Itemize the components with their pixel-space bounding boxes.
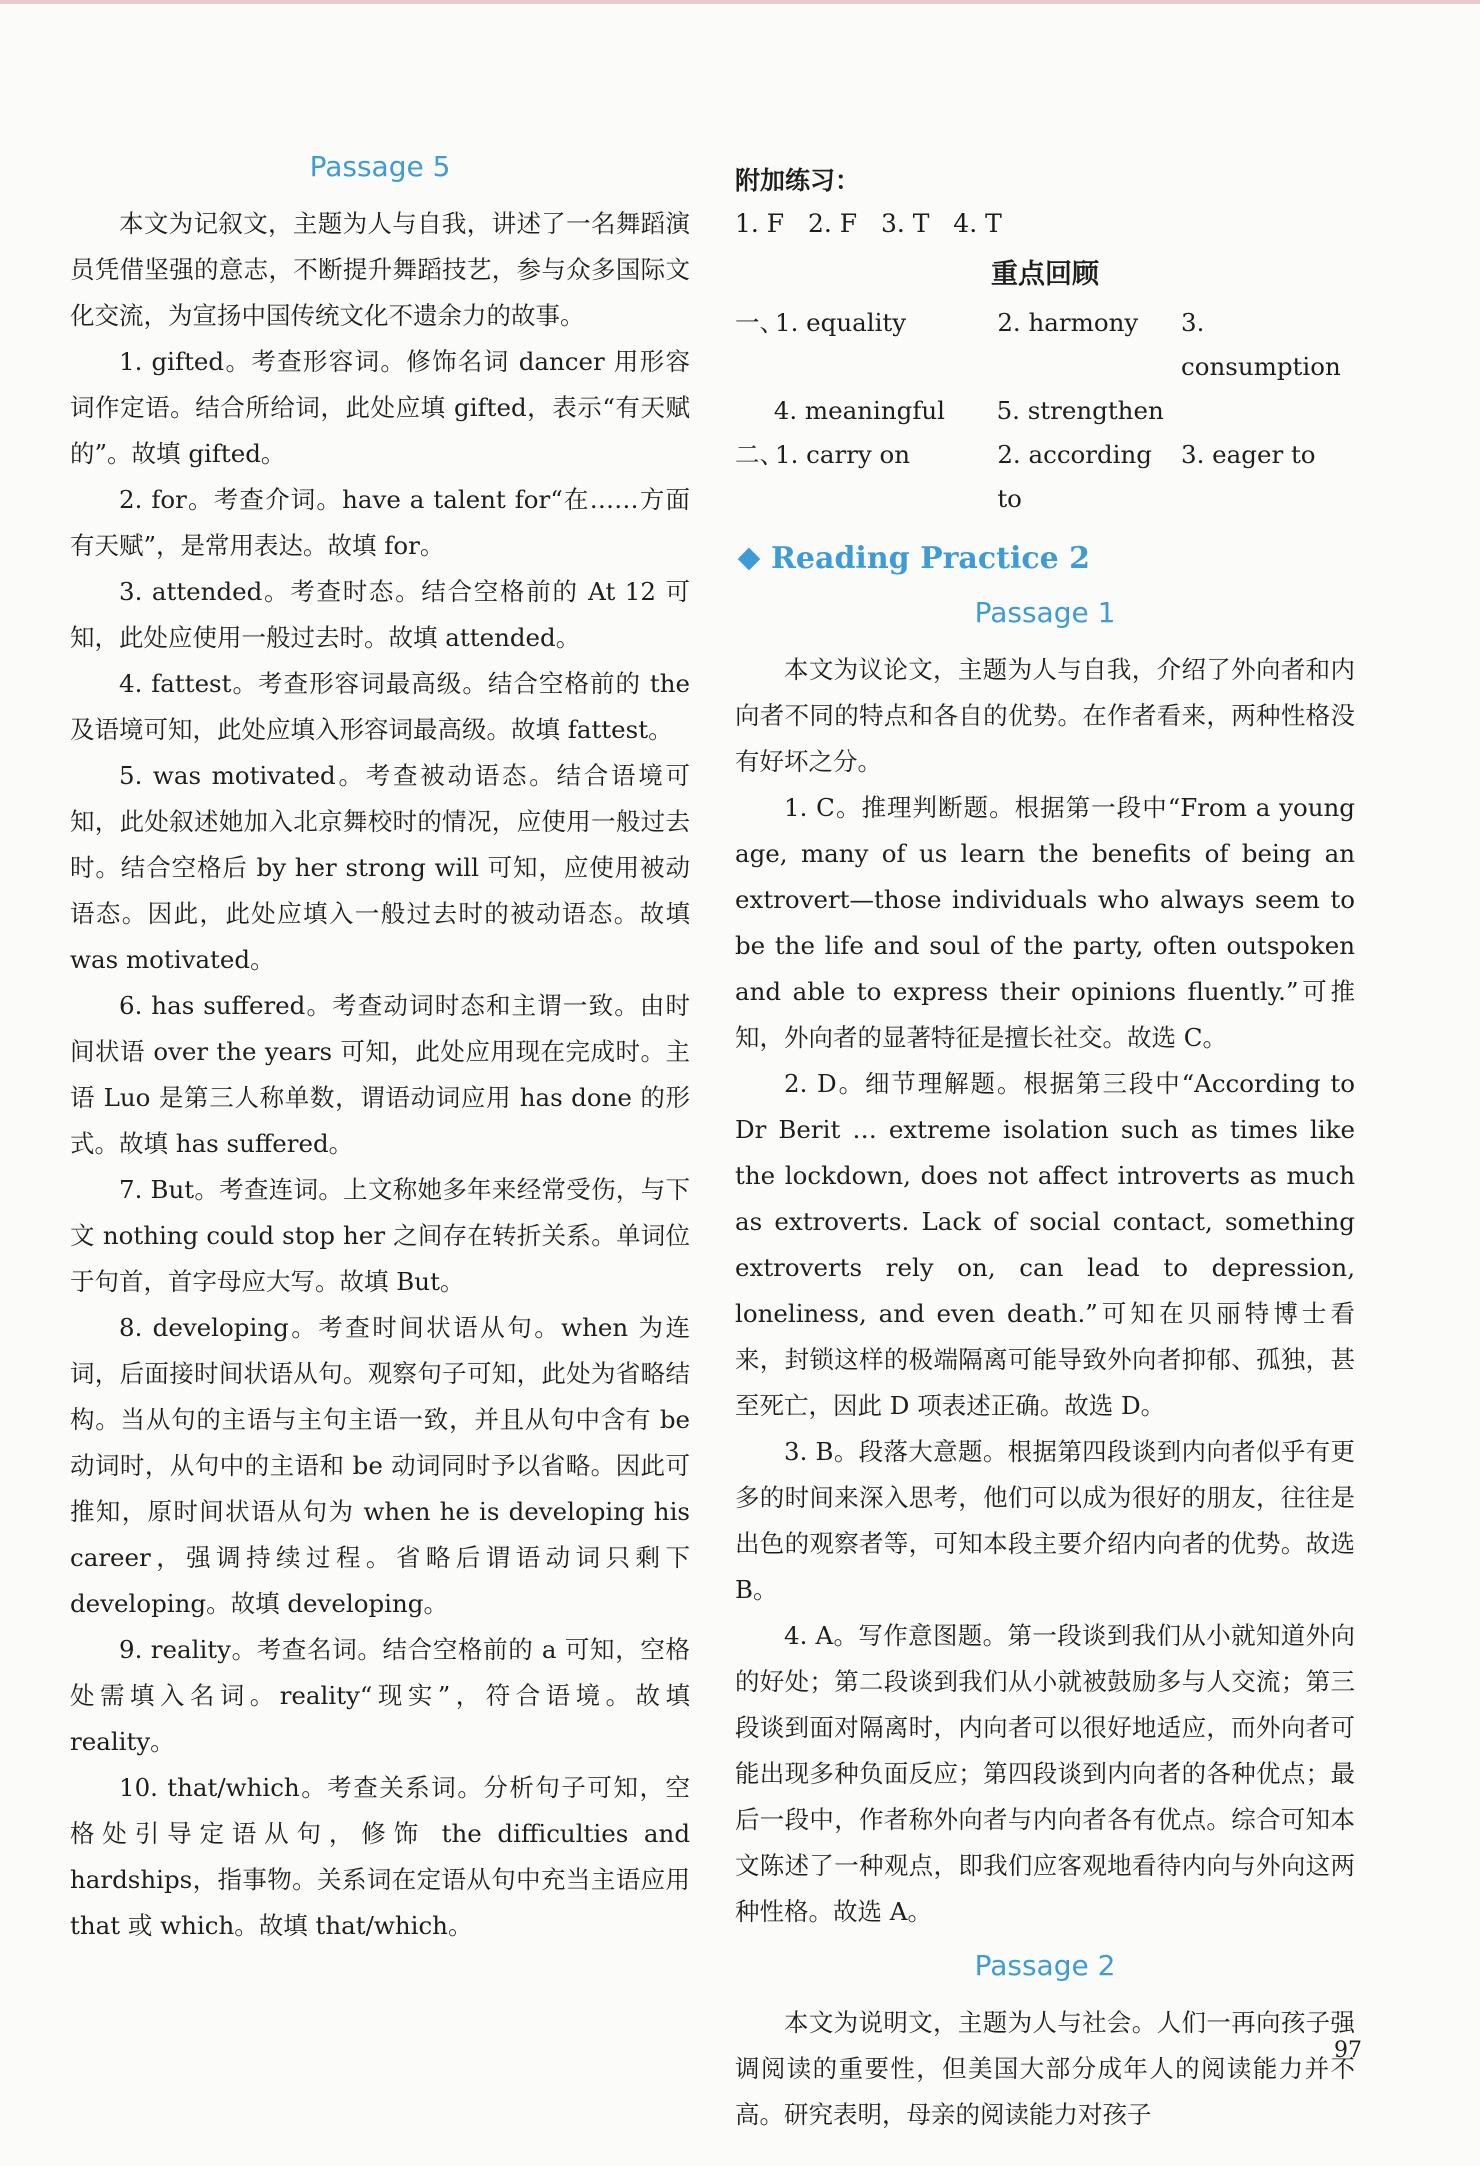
answer-item-1: 1. gifted。考查形容词。修饰名词 dancer 用形容词作定语。结合所给词，此处应填 gifted，表示“有天赋的”。故填 gifted。	[70, 347, 690, 468]
extra-practice-heading: 附加练习：	[735, 166, 861, 195]
reading-practice-title: Reading Practice 2	[771, 541, 1091, 576]
review-answer: 3. eager to	[1181, 440, 1316, 469]
answer-item-9: 9. reality。考查名词。结合空格前的 a 可知，空格处需填入名词。reality“现实”，符合语境。故填 reality。	[70, 1635, 690, 1756]
diamond-bullet-icon	[738, 547, 761, 570]
answer-item-10: 10. that/which。考查关系词。分析句子可知，空格处引导定语从句，修饰 the difficulties and hardships，指事物。关系词在定语从句中充当主语应用 that 或 which。故填 that/which。	[70, 1773, 690, 1940]
review-answer: 2. harmony	[997, 308, 1139, 337]
passage1-item-3: 3. B。段落大意题。根据第四段谈到内向者似乎有更多的时间来深入思考，他们可以成为很好的朋友，往往是出色的观察者等，可知本段主要介绍内向者的优势。故选 B。	[735, 1437, 1355, 1604]
review-row-lead: 二、	[735, 440, 784, 469]
review-row-lead: 一、	[735, 308, 784, 337]
answer-item-5: 5. was motivated。考查被动语态。结合语境可知，此处叙述她加入北京舞校时的情况，应使用一般过去时。结合空格后 by her strong will 可知，应使用被动语态。因此，此处应填入一般过去时的被动语态。故填 was motivated。	[70, 761, 690, 974]
passage1-item-2: 2. D。细节理解题。根据第三段中“According to Dr Berit … extreme isolation such as times like the lockdown, does not affect introverts as much as extroverts. Lack of social contact, something extroverts rely on, can lead to depression, loneliness, and even death.”可知在贝丽特博士看来，封锁这样的极端隔离可能导致外向者抑郁、孤独，甚至死亡，因此 D 项表述正确。故选 D。	[735, 1069, 1355, 1420]
review-answer: 2. according to	[997, 440, 1152, 513]
answer-item-8: 8. developing。考查时间状语从句。when 为连词，后面接时间状语从句。观察句子可知，此处为省略结构。当从句的主语与主句主语一致，并且从句中含有 be 动词时，从句中的主语和 be 动词同时予以省略。因此可推知，原时间状语从句为 when he is developing his career，强调持续过程。省略后谓语动词只剩下 developing。故填 developing。	[70, 1313, 690, 1618]
left-column	[70, 150, 690, 1949]
review-answer: 1. equality	[775, 308, 907, 337]
passage1-intro: 本文为议论文，主题为人与自我，介绍了外向者和内向者不同的特点和各自的优势。在作者看来，两种性格没有好坏之分。	[735, 655, 1355, 776]
review-answer: 3. consumption	[1181, 308, 1341, 381]
key-review-title: 重点回顾	[991, 259, 1099, 290]
review-answer: 1. carry on	[775, 440, 911, 469]
page-number: 97	[1334, 2038, 1362, 2063]
passage2-intro: 本文为说明文，主题为人与社会。人们一再向孩子强调阅读的重要性，但美国大部分成年人的阅读能力并不高。研究表明，母亲的阅读能力对孩子	[735, 2008, 1355, 2129]
answer-item-2: 2. for。考查介词。have a talent for“在……方面有天赋”，是常用表达。故填 for。	[70, 485, 690, 560]
review-row	[735, 389, 1355, 433]
right-column	[735, 160, 1355, 2138]
reading-practice-heading	[735, 541, 1355, 576]
review-answer	[1181, 389, 1355, 433]
review-row-lead	[735, 389, 774, 433]
review-answer: 5. strengthen	[996, 396, 1164, 425]
extra-practice-answers: 1. F 2. F 3. T 4. T	[735, 209, 1002, 238]
passage1-title: Passage 1	[974, 596, 1116, 629]
passage5-intro: 本文为记叙文，主题为人与自我，讲述了一名舞蹈演员凭借坚强的意志，不断提升舞蹈技艺，参与众多国际文化交流，为宣扬中国传统文化不遗余力的故事。	[70, 209, 690, 330]
review-row	[735, 433, 1355, 521]
answer-item-7: 7. But。考查连词。上文称她多年来经常受伤，与下文 nothing could stop her 之间存在转折关系。单词位于句首，首字母应大写。故填 But。	[70, 1175, 690, 1296]
top-rule	[0, 0, 1480, 4]
answer-item-6: 6. has suffered。考查动词时态和主谓一致。由时间状语 over the years 可知，此处应用现在完成时。主语 Luo 是第三人称单数，谓语动词应用 has done 的形式。故填 has suffered。	[70, 991, 690, 1158]
review-answer: 4. meaningful	[773, 396, 946, 425]
answer-item-3: 3. attended。考查时态。结合空格前的 At 12 可知，此处应使用一般过去时。故填 attended。	[70, 577, 690, 652]
passage1-item-1: 1. C。推理判断题。根据第一段中“From a young age, many of us learn the benefits of being an extrovert—those individuals who always seem to be the life and soul of the party, often outspoken and able to express their opinions fluently.”可推知，外向者的显著特征是擅长社交。故选 C。	[735, 793, 1355, 1052]
review-row	[735, 301, 1355, 389]
passage2-title: Passage 2	[974, 1949, 1116, 1982]
answer-item-4: 4. fattest。考查形容词最高级。结合空格前的 the 及语境可知，此处应填入形容词最高级。故填 fattest。	[70, 669, 690, 744]
passage1-item-4: 4. A。写作意图题。第一段谈到我们从小就知道外向的好处；第二段谈到我们从小就被鼓励多与人交流；第三段谈到面对隔离时，内向者可以很好地适应，而外向者可能出现多种负面反应；第四段谈到内向者的各种优点；最后一段中，作者称外向者与内向者各有优点。综合可知本文陈述了一种观点，即我们应客观地看待内向与外向这两种性格。故选 A。	[735, 1621, 1355, 1926]
passage5-title: Passage 5	[309, 150, 451, 183]
